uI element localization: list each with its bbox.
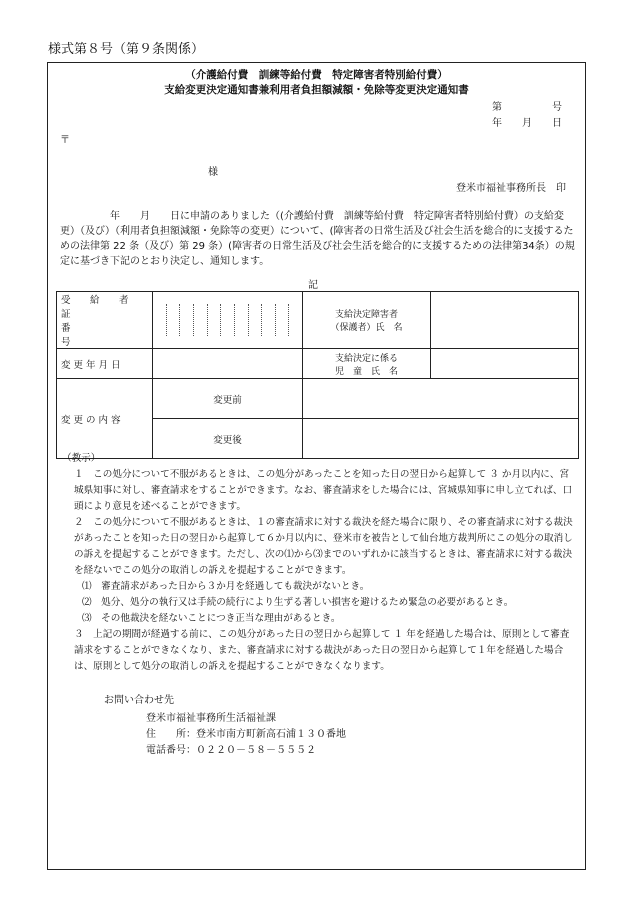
contact-office: 登米市福祉事務所生活福祉課 [146,713,276,724]
after-label: 変更後 [153,419,303,459]
change-date-value [153,349,303,379]
before-label: 変更前 [153,379,303,419]
note-item-1: １ この処分について不服があるときは、この処分があったことを知った日の翌日から起算して ３ か月以内に、宮城県知事に対し、審査請求をすることができます。なお、審査請求をした場合には、宮城県知事に申し立てれば、口頭により意見を述べることができます。 [74,469,573,512]
note-item-2: ２ この処分について不服があるときは、１の審査請求に対する裁決を経た場合に限り、その審査請求に対する裁決があったことを知った日の翌日から起算して６か月以内に、登米市を被告として仙台地方裁判所にこの処分の取消しの訴えを提起することができます。ただし、次の⑴から⑶までのいずれかに該当するときは、審査請求に対する裁決を経ないでこの処分の取消しの訴えを提起することができます。 [74,517,573,576]
postal-mark: 〒 [60,135,70,146]
contact-phone: 電話番号：０２２０－５８－５５５２ [146,745,316,756]
change-date-label: 変 更 年 月 日 [57,349,153,379]
document-frame [47,62,586,870]
before-value [303,379,579,419]
ki-heading: 記 [308,280,318,291]
contact-address: 住 所：登米市南方町新高石浦１３０番地 [146,729,346,740]
note-sub-1: ⑴ 審査請求があった日から３か月を経過しても裁決がないとき。 [82,581,370,592]
beneficiary-name-label: 支給決定障害者 （保護者）氏 名 [303,292,431,349]
recipient-number-label: 受 給 者 証 番 号 [57,292,153,349]
contact-heading: お問い合わせ先 [104,695,174,706]
body-text: 年 月 日に申請のありました（(介護給付費 訓練等給付費 特定障害者特別給付費）の支給変更）（及び）（利用者負担額減額・免除等の変更）について、(障害者の日常生活及び社会生活を総合的に支援するための法律第 22 条（及び）第 29 条）(障害者の日常生活及び社会生活を総合的に支援するための法律第34条）の規定に基づき下記のとおり決定し、通知します。 [60,211,575,267]
title-line-2: 支給変更決定通知書兼利用者負担額減額・免除等変更決定通知書 [164,84,469,96]
child-name-value [431,349,579,379]
note-item-3: ３ 上記の期間が経過する前に、この処分があった日の翌日から起算して １ 年を経過した場合は、原則として審査請求をすることができなくなり、また、審査請求に対する裁決があった日の翌日から起算して１年を経過した場合は、原則として処分の取消しの訴えを提起することができなくなります。 [74,629,570,672]
note-sub-3: ⑶ その他裁決を経ないことにつき正当な理由があるとき。 [82,613,341,624]
recipient-number-boxes [153,292,303,349]
info-table [56,291,579,459]
notes-section [62,451,578,675]
form-number: 様式第８号（第９条関係） [48,42,205,57]
document-number: 第 号 [492,102,562,113]
addressee-suffix: 様 [208,167,218,178]
document-date: 年 月 日 [492,118,562,129]
title-line-1: （介護給付費 訓練等給付費 特定障害者特別給付費） [185,69,448,81]
notes-heading: （教示） [62,453,101,464]
issuer: 登米市福祉事務所長 印 [456,183,566,194]
beneficiary-name-value [431,292,579,349]
note-sub-2: ⑵ 処分、処分の執行又は手続の続行により生ずる著しい損害を避けるため緊急の必要があるとき。 [82,597,514,608]
change-content-label: 変 更 の 内 容 [57,379,153,459]
child-name-label: 支給決定に係る 児 童 氏 名 [303,349,431,379]
